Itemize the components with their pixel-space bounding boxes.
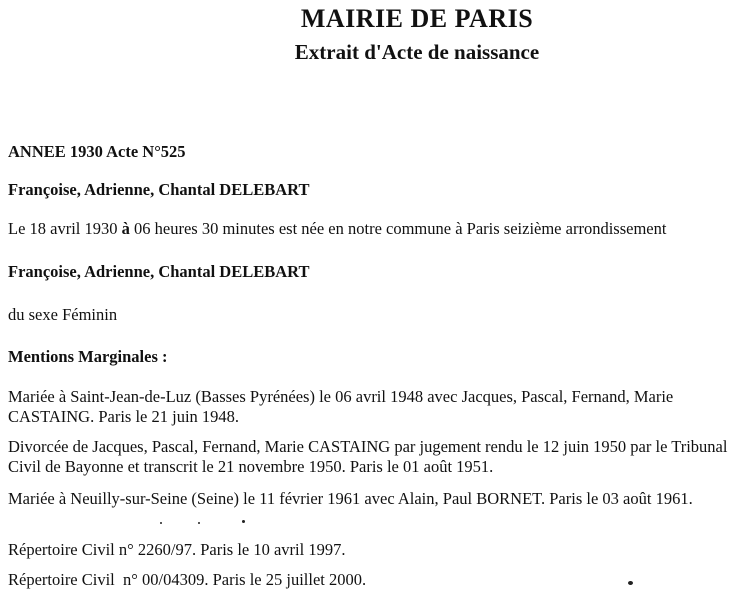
scan-speck bbox=[242, 520, 245, 523]
scan-speck bbox=[160, 522, 162, 524]
scan-speck bbox=[628, 581, 633, 585]
year-act-line: ANNEE 1930 Acte N°525 bbox=[8, 142, 186, 161]
full-name-line-2: Françoise, Adrienne, Chantal DELEBART bbox=[8, 262, 310, 281]
sex-line: du sexe Féminin bbox=[8, 305, 118, 324]
scan-speck bbox=[198, 522, 200, 524]
mention-entry-4: Répertoire Civil n° 2260/97. Paris le 10 avril 1997. bbox=[8, 540, 346, 559]
birth-statement-a: à bbox=[121, 219, 130, 238]
mention-entry-1: Mariée à Saint-Jean-de-Luz (Basses Pyrénées) le 06 avril 1948 avec Jacques, Pascal, Fernand, Marie CASTAING. Paris le 21 juin 1948. bbox=[8, 387, 674, 426]
document-subtitle: Extrait d'Acte de naissance bbox=[294, 40, 540, 64]
mention-entry-2: Divorcée de Jacques, Pascal, Fernand, Marie CASTAING par jugement rendu le 12 juin 1950 par le Tribunal Civil de Bayonne et transcrit le 21 novembre 1950. Paris le 01 août 1951. bbox=[8, 437, 728, 476]
birth-statement bbox=[8, 219, 666, 239]
mention-entry-3: Mariée à Neuilly-sur-Seine (Seine) le 11 février 1961 avec Alain, Paul BORNET. Paris le 03 août 1961. bbox=[8, 489, 693, 508]
birth-statement-pre: Le 18 avril 1930 bbox=[8, 219, 122, 238]
birth-statement-post: 06 heures 30 minutes est née en notre commune à Paris seizième arrondissement bbox=[129, 219, 667, 238]
mention-entry-5: Répertoire Civil n° 00/04309. Paris le 25 juillet 2000. bbox=[8, 570, 367, 589]
mentions-heading: Mentions Marginales : bbox=[8, 347, 168, 366]
document-title: MAIRIE DE PARIS bbox=[300, 4, 534, 33]
full-name-line: Françoise, Adrienne, Chantal DELEBART bbox=[8, 180, 310, 199]
